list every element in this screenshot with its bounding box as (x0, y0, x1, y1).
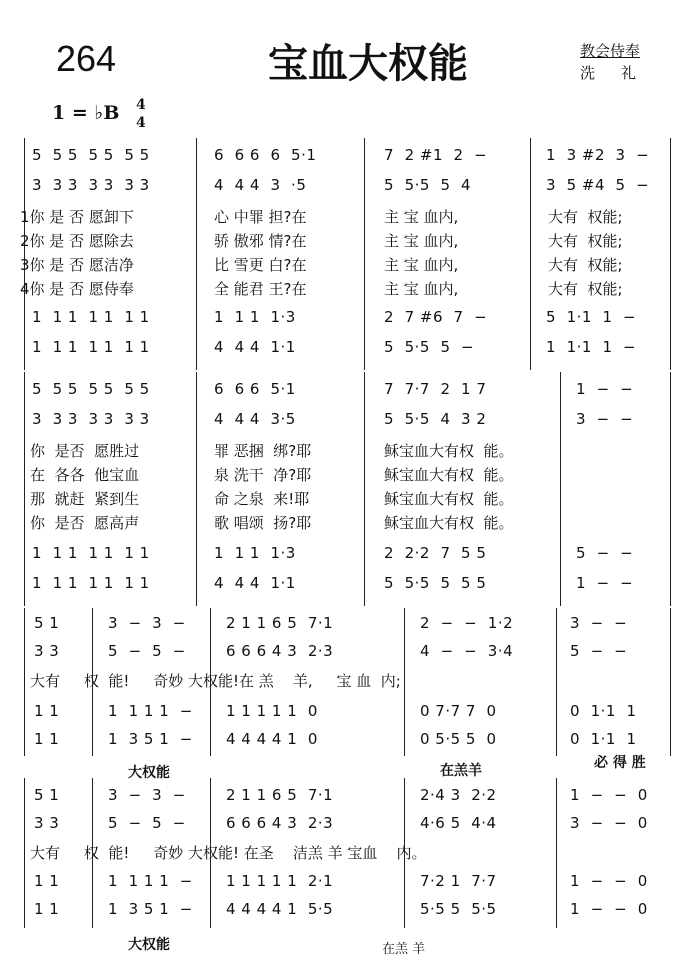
alto-measure: 4 4 4 3 ·5 (214, 176, 307, 194)
melody-measure: 5 1 (34, 614, 60, 632)
lyric-verse-1: 罪 恶捆 绑?耶 (214, 442, 312, 460)
time-signature-top: 4 (136, 97, 146, 113)
lyric-verse-4: 歌 唱颂 扬?耶 (214, 514, 312, 532)
lyric-verse-4: 全 能君 王?在 (214, 280, 307, 298)
lyric-verse-4: 4你 是 否 愿侍奉 (20, 280, 134, 298)
barline (670, 608, 671, 756)
melody-measure: 3 − − (570, 614, 628, 632)
tenor-measure: 1 1 (34, 872, 60, 890)
melody-measure: 5 5 5 5 5 5 5 (32, 146, 150, 164)
alto-measure: 4 − − 3·4 (420, 642, 514, 660)
barline (196, 138, 197, 370)
barline (560, 372, 561, 606)
tenor-measure: 2 2·2 7 5 5 (384, 544, 487, 562)
tenor-measure: 1 1 1 1 1 2·1 (226, 872, 334, 890)
bass-measure: 1 3 5 1 − (108, 730, 193, 748)
voice-label: 在羔 羊 (382, 942, 426, 957)
bass-measure: 4 4 4 1·1 (214, 574, 296, 592)
bass-measure: 0 5·5 5 0 (420, 730, 497, 748)
bass-measure: 0 1·1 1 (570, 730, 637, 748)
barline (364, 138, 365, 370)
lyric-verse-2: 稣宝血大有权 能。 (384, 466, 514, 484)
melody-measure: 6 6 6 6 5·1 (214, 146, 317, 164)
melody-measure: 7 7·7 2 1 7 (384, 380, 487, 398)
barline (670, 138, 671, 370)
voice-label: 大权能 (128, 937, 170, 953)
tenor-measure: 1 1 1 1 − (108, 702, 193, 720)
time-signature-bottom: 4 (136, 115, 146, 131)
lyric-verse-3: 稣宝血大有权 能。 (384, 490, 514, 508)
bass-measure: 1 1 1 1 1 1 1 (32, 574, 150, 592)
melody-measure: 1 − − 0 (570, 786, 648, 804)
lyric-verse-2: 骄 傲邪 情?在 (214, 232, 307, 250)
melody-measure: 2 − − 1·2 (420, 614, 514, 632)
barline (556, 778, 557, 928)
lyric-verse-3: 比 雪更 白?在 (214, 256, 307, 274)
barline (24, 372, 25, 606)
alto-measure: 3 3 3 3 3 3 3 (32, 410, 150, 428)
alto-measure: 4 4 4 3·5 (214, 410, 296, 428)
lyric-verse-3: 那 就赶 紧到生 (30, 490, 140, 508)
lyric-verse-2: 大有 权能; (548, 232, 623, 250)
category-label: 教会侍奉 (580, 42, 641, 60)
alto-measure: 3 − − (576, 410, 634, 428)
lyric-verse-3: 命 之泉 来!耶 (214, 490, 310, 508)
barline (670, 372, 671, 606)
melody-measure: 2 1 1 6 5 7·1 (226, 614, 334, 632)
barline (530, 138, 531, 370)
melody-measure: 7 2 #1 2 − (384, 146, 488, 164)
bass-measure: 4 4 4 4 1 0 (226, 730, 318, 748)
bass-measure: 1 3 5 1 − (108, 900, 193, 918)
melody-measure: 2 1 1 6 5 7·1 (226, 786, 334, 804)
tenor-measure: 5 1·1 1 − (546, 308, 637, 326)
alto-measure: 3 3 3 3 3 3 3 (32, 176, 150, 194)
lyric-verse-1: 你 是否 愿胜过 (30, 442, 140, 460)
alto-measure: 5 − 5 − (108, 642, 186, 660)
melody-measure: 5 5 5 5 5 5 5 (32, 380, 150, 398)
melody-measure: 2·4 3 2·2 (420, 786, 497, 804)
tenor-measure: 1 1 1 1 1 1 1 (32, 544, 150, 562)
lyric-verse-3: 大有 权能; (548, 256, 623, 274)
voice-label: 必 得 胜 (594, 755, 646, 771)
barline (196, 372, 197, 606)
barline (24, 608, 25, 756)
barline (24, 778, 25, 928)
barline (404, 608, 405, 756)
bass-measure: 1 − − (576, 574, 634, 592)
tenor-measure: 1 1 1 1 1 1 1 (32, 308, 150, 326)
lyric-verse-4: 大有 权能; (548, 280, 623, 298)
lyric-verse-2: 2你 是 否 愿除去 (20, 232, 134, 250)
alto-measure: 3 3 (34, 642, 60, 660)
alto-measure: 3 − − 0 (570, 814, 648, 832)
tenor-measure: 1 − − 0 (570, 872, 648, 890)
lyric-verse-1: 1你 是 否 愿卸下 (20, 208, 134, 226)
tenor-measure: 5 − − (576, 544, 634, 562)
alto-measure: 5 5·5 4 3 2 (384, 410, 487, 428)
alto-measure: 3 3 (34, 814, 60, 832)
melody-measure: 6 6 6 5·1 (214, 380, 296, 398)
barline (364, 372, 365, 606)
bass-measure: 1 1·1 1 − (546, 338, 637, 356)
melody-measure: 1 − − (576, 380, 634, 398)
bass-measure: 5 5·5 5 5 5 (384, 574, 487, 592)
lyric-verse-4: 稣宝血大有权 能。 (384, 514, 514, 532)
lyric-verse-2: 主 宝 血内, (384, 232, 459, 250)
bass-measure: 4 4 4 4 1 5·5 (226, 900, 334, 918)
lyric-verse-4: 主 宝 血内, (384, 280, 459, 298)
bass-measure: 1 1 (34, 730, 60, 748)
alto-measure: 4·6 5 4·4 (420, 814, 497, 832)
chorus-lyric: 大有 权 能! 奇妙 大权能!在 羔 羊, 宝 血 内; (30, 672, 401, 690)
melody-measure: 5 1 (34, 786, 60, 804)
alto-measure: 5 − − (570, 642, 628, 660)
alto-measure: 6 6 6 4 3 2·3 (226, 814, 334, 832)
alto-measure: 5 − 5 − (108, 814, 186, 832)
alto-measure: 5 5·5 5 4 (384, 176, 472, 194)
alto-measure: 6 6 6 4 3 2·3 (226, 642, 334, 660)
lyric-verse-1: 稣宝血大有权 能。 (384, 442, 514, 460)
voice-label: 大权能 (128, 765, 170, 781)
bass-measure: 1 1 1 1 1 1 1 (32, 338, 150, 356)
alto-measure: 3 5 #4 5 − (546, 176, 650, 194)
key-signature: 1 = ♭B (52, 102, 120, 124)
tenor-measure: 0 1·1 1 (570, 702, 637, 720)
hymn-title: 宝血大权能 (268, 41, 468, 87)
melody-measure: 3 − 3 − (108, 614, 186, 632)
tenor-measure: 1 1 1 1 1 0 (226, 702, 318, 720)
tenor-measure: 1 1 (34, 702, 60, 720)
melody-measure: 1 3 #2 3 − (546, 146, 650, 164)
tenor-measure: 1 1 1 1·3 (214, 544, 296, 562)
tenor-measure: 0 7·7 7 0 (420, 702, 497, 720)
bass-measure: 4 4 4 1·1 (214, 338, 296, 356)
bass-measure: 1 − − 0 (570, 900, 648, 918)
subcategory-label: 洗礼 (580, 64, 663, 82)
tenor-measure: 7·2 1 7·7 (420, 872, 497, 890)
voice-label: 在羔羊 (440, 763, 482, 779)
lyric-verse-3: 主 宝 血内, (384, 256, 459, 274)
bass-measure: 1 1 (34, 900, 60, 918)
lyric-verse-1: 主 宝 血内, (384, 208, 459, 226)
tenor-measure: 1 1 1 1·3 (214, 308, 296, 326)
lyric-verse-3: 3你 是 否 愿洁净 (20, 256, 134, 274)
lyric-verse-4: 你 是否 愿高声 (30, 514, 140, 532)
tenor-measure: 2 7 #6 7 − (384, 308, 488, 326)
hymn-number: 264 (56, 38, 117, 79)
barline (556, 608, 557, 756)
lyric-verse-1: 大有 权能; (548, 208, 623, 226)
bass-measure: 5 5·5 5 − (384, 338, 475, 356)
chorus-lyric: 大有 权 能! 奇妙 大权能! 在圣 洁羔 羊 宝血 内。 (30, 844, 427, 862)
lyric-verse-2: 在 各各 他宝血 (30, 466, 140, 484)
bass-measure: 5·5 5 5·5 (420, 900, 497, 918)
lyric-verse-2: 泉 洗干 净?耶 (214, 466, 312, 484)
tenor-measure: 1 1 1 1 − (108, 872, 193, 890)
melody-measure: 3 − 3 − (108, 786, 186, 804)
lyric-verse-1: 心 中罪 担?在 (214, 208, 307, 226)
